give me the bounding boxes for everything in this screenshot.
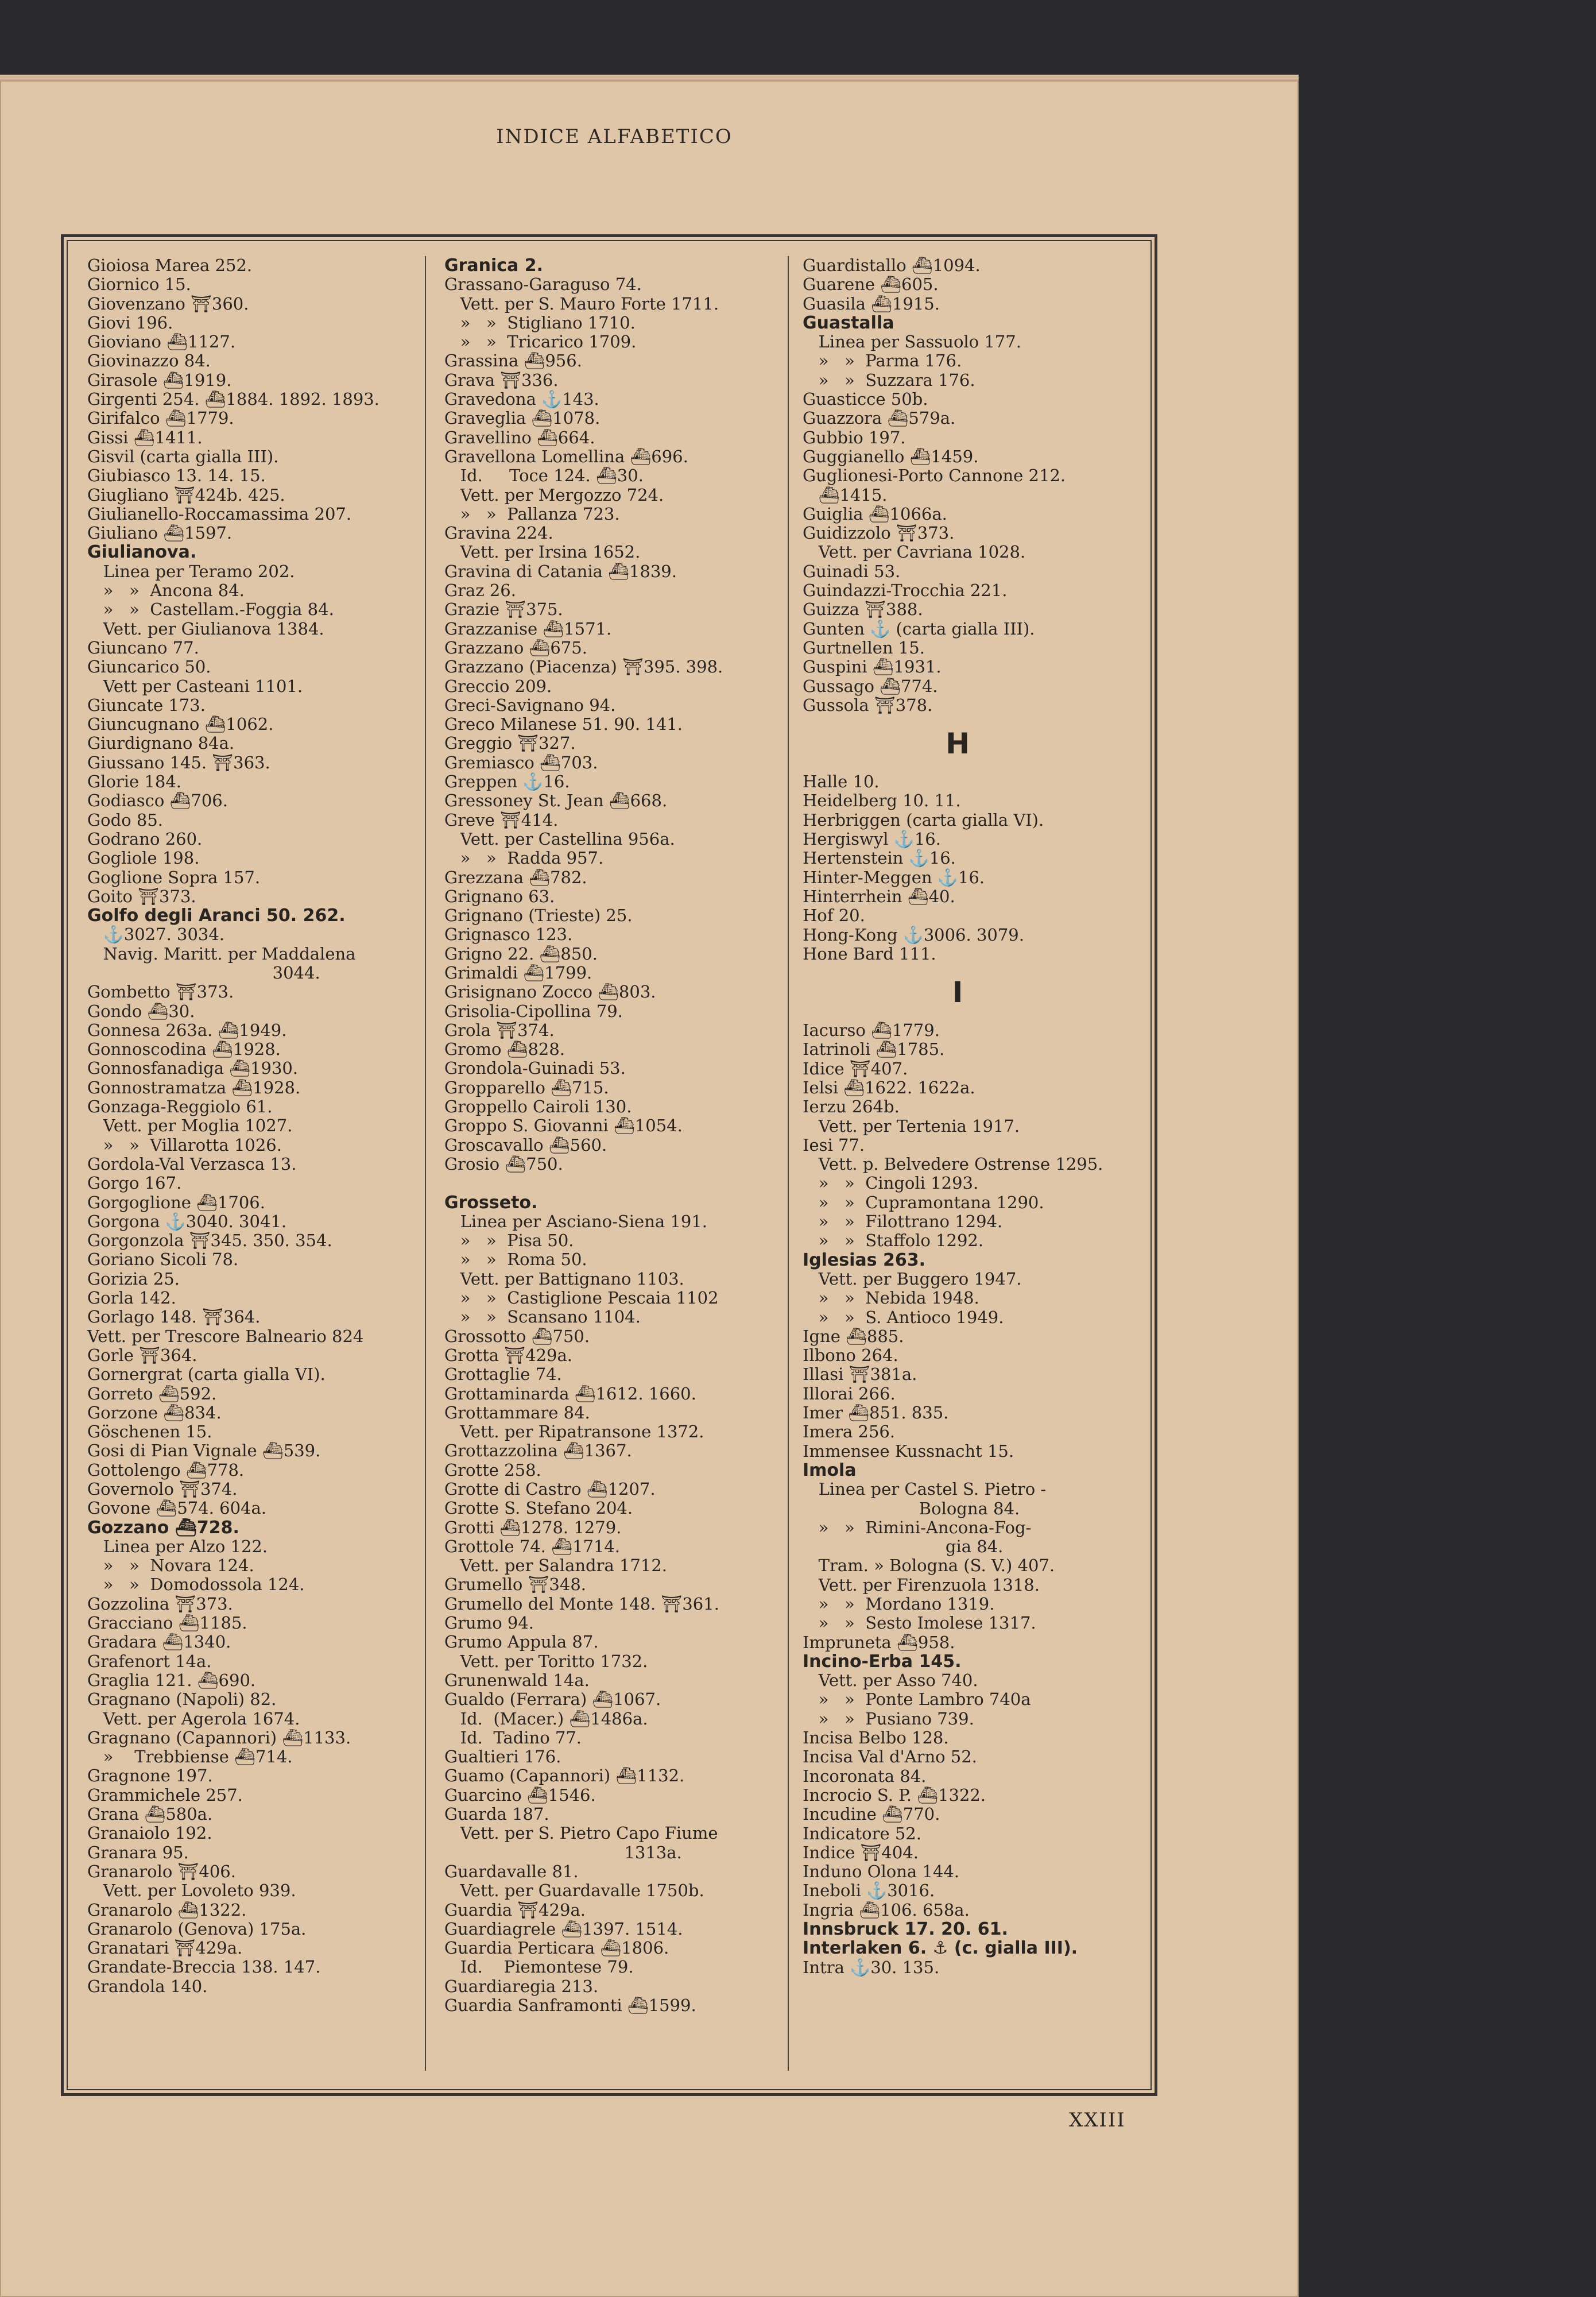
index-entry: Gracciano ⛴1185.	[87, 1613, 247, 1633]
index-entry: Gragnone 197.	[87, 1766, 213, 1786]
index-entry: Navig. Maritt. per Maddalena	[87, 943, 356, 964]
index-entry: Granarolo (Genova) 175a.	[87, 1919, 307, 1939]
index-entry: Giovenzano ⛩360.	[87, 293, 249, 314]
index-entry: Giovi 196.	[87, 312, 173, 332]
index-entry: Grotte 258.	[444, 1460, 541, 1480]
index-entry: Graglia 121. ⛴690.	[87, 1670, 256, 1690]
index-entry: Grignano (Trieste) 25.	[444, 906, 633, 926]
index-entry: Iacurso ⛴1779.	[803, 1020, 940, 1041]
index-entry: Gremiasco ⛴703.	[444, 752, 598, 772]
index-entry: Imera 256.	[803, 1422, 896, 1442]
index-entry: Greco Milanese 51. 90. 141.	[444, 714, 683, 734]
index-entry: Gorzone ⛴834.	[87, 1402, 222, 1422]
index-entry: » » Pallanza 723.	[444, 504, 620, 524]
index-entry: Girifalco ⛴1779.	[87, 408, 234, 428]
index-heading-entry: Giulianova.	[87, 542, 197, 563]
index-entry: Glorie 184.	[87, 772, 181, 792]
index-column-3	[803, 256, 1113, 1977]
index-entry: Gragnano (Capannori) ⛴1133.	[87, 1727, 351, 1747]
index-entry: Guardavalle 81.	[444, 1861, 579, 1881]
index-entry: » » Novara 124.	[87, 1556, 254, 1576]
index-entry: ⚓3027. 3034.	[87, 925, 225, 945]
index-entry: Gorgonzola ⛩345. 350. 354.	[87, 1231, 332, 1251]
index-entry: Grazie ⛩375.	[444, 600, 563, 620]
index-entry: Gioiosa Marea 252.	[87, 256, 253, 275]
index-entry: Guardiaregia 213.	[444, 1976, 599, 1996]
index-entry: Grottazzolina ⛴1367.	[444, 1441, 632, 1461]
index-entry: Incoronata 84.	[803, 1766, 927, 1786]
index-entry: Grottammare 84.	[444, 1402, 590, 1422]
index-entry: Grotta ⛩429a.	[444, 1345, 572, 1365]
index-entry: Iesi 77.	[803, 1135, 865, 1155]
index-entry: » » Staffolo 1292.	[803, 1231, 984, 1251]
index-entry: Gonnesa 263a. ⛴1949.	[87, 1020, 287, 1040]
index-entry: Guardia Perticara ⛴1806.	[444, 1938, 669, 1958]
index-entry: Giulianello-Roccamassima 207.	[87, 504, 352, 524]
index-entry: Goito ⛩373.	[87, 886, 196, 906]
index-entry: Grava ⛩336.	[444, 370, 559, 390]
index-entry: Id. Piemontese 79.	[444, 1957, 634, 1977]
index-entry: Incrocio S. P. ⛴1322.	[803, 1785, 986, 1805]
index-heading-entry: Interlaken 6. ⚓ (c. gialla III).	[803, 1938, 1078, 1959]
index-entry: Immensee Kussnacht 15.	[803, 1441, 1014, 1461]
index-entry: Incudine ⛴770.	[803, 1804, 940, 1824]
index-entry: Grotte di Castro ⛴1207.	[444, 1479, 656, 1499]
index-heading-entry: Granica 2.	[444, 256, 544, 276]
index-entry: Vett. per Castellina 956a.	[444, 829, 675, 849]
index-entry: Gorreto ⛴592.	[87, 1383, 217, 1403]
index-entry: » » Pusiano 739.	[803, 1708, 974, 1728]
index-entry: Groscavallo ⛴560.	[444, 1135, 607, 1155]
index-entry: Ierzu 264b.	[803, 1097, 900, 1117]
index-entry: Grammichele 257.	[87, 1785, 243, 1805]
index-entry: Incisa Belbo 128.	[803, 1728, 949, 1748]
index-entry: Gradara ⛴1340.	[87, 1632, 231, 1652]
index-entry: Gravedona ⚓143.	[444, 389, 599, 409]
index-entry: Grimaldi ⛴1799.	[444, 962, 592, 983]
index-entry: Gissi ⛴1411.	[87, 427, 203, 447]
index-entry: Greggio ⛩327.	[444, 733, 576, 753]
index-entry: Guasila ⛴1915.	[803, 293, 940, 314]
index-entry: Gordola-Val Verzasca 13.	[87, 1154, 297, 1174]
index-entry: Ielsi ⛴1622. 1622a.	[803, 1077, 975, 1097]
index-entry: Grunenwald 14a.	[444, 1670, 590, 1690]
index-entry: Grisolia-Cipollina 79.	[444, 1001, 623, 1021]
index-entry: » » Nebida 1948.	[803, 1288, 979, 1308]
index-entry: Gressoney St. Jean ⛴668.	[444, 791, 668, 811]
index-entry: Vett. per Agerola 1674.	[87, 1708, 300, 1728]
index-entry: Greci-Savignano 94.	[444, 695, 616, 715]
index-entry: Guinadi 53.	[803, 561, 901, 581]
index-entry: Grafenort 14a.	[87, 1651, 212, 1671]
index-entry: Godo 85.	[87, 810, 163, 830]
index-entry: Iatrinoli ⛴1785.	[803, 1039, 945, 1059]
index-entry: Granaiolo 192.	[87, 1823, 212, 1843]
index-entry: Vett. per Moglia 1027.	[87, 1116, 293, 1136]
index-entry: Grezzana ⛴782.	[444, 867, 587, 887]
index-entry: Gonnosfanadiga ⛴1930.	[87, 1058, 299, 1078]
index-entry: Halle 10.	[803, 772, 880, 792]
index-entry: Gonnostramatza ⛴1928.	[87, 1077, 301, 1097]
index-entry: Gorle ⛩364.	[87, 1345, 197, 1365]
index-entry: Vett. p. Belvedere Ostrense 1295.	[803, 1154, 1103, 1174]
index-entry: Guarene ⛴605.	[803, 274, 939, 295]
index-entry: Hergiswyl ⚓16.	[803, 829, 941, 849]
index-entry: Vett. per Toritto 1732.	[444, 1651, 648, 1671]
index-entry: » » Ancona 84.	[87, 581, 245, 601]
index-entry: Guardiagrele ⛴1397. 1514.	[444, 1919, 683, 1939]
index-entry: Vett. per Giulianova 1384.	[87, 618, 324, 639]
index-entry: Grazzano ⛴675.	[444, 637, 587, 658]
index-entry: » » Parma 176.	[803, 351, 962, 371]
index-entry: Grassano-Garaguso 74.	[444, 274, 642, 295]
index-entry: Grassina ⛴956.	[444, 351, 582, 371]
letter-heading: I	[952, 976, 963, 1010]
index-entry: Id. (Macer.) ⛴1486a.	[444, 1708, 648, 1728]
index-entry: Granara 95.	[87, 1842, 189, 1862]
index-entry: Guggianello ⛴1459.	[803, 446, 979, 466]
index-entry: Giuncugnano ⛴1062.	[87, 714, 274, 734]
index-entry: Linea per Castel S. Pietro -	[803, 1479, 1047, 1499]
index-entry: Giuncano 77.	[87, 637, 199, 658]
index-entry	[444, 1174, 723, 1193]
index-entry: Grumo 94.	[444, 1613, 534, 1633]
index-entry: Giuncarico 50.	[87, 657, 211, 677]
index-entry: Giuncate 173.	[87, 695, 206, 715]
index-entry: Godrano 260.	[87, 829, 203, 849]
index-entry: Grola ⛩374.	[444, 1020, 555, 1040]
index-entry: Giubiasco 13. 14. 15.	[87, 466, 266, 486]
index-entry: Illasi ⛩381a.	[803, 1364, 917, 1385]
index-entry: Guarcino ⛴1546.	[444, 1785, 596, 1805]
index-entry: Indicatore 52.	[803, 1823, 921, 1843]
index-entry: Gunten ⚓ (carta gialla III).	[803, 618, 1035, 639]
index-entry: Hinter-Meggen ⚓16.	[803, 867, 985, 887]
index-entry: Graveglia ⛴1078.	[444, 408, 601, 428]
index-entry: » » Filottrano 1294.	[803, 1212, 1003, 1232]
index-entry: Govone ⛴574. 604a.	[87, 1498, 266, 1518]
index-entry: » » Sesto Imolese 1317.	[803, 1613, 1036, 1633]
index-entry: » » Cingoli 1293.	[803, 1173, 979, 1193]
index-entry: Gussago ⛴774.	[803, 676, 938, 696]
index-entry: Vett. per Buggero 1947.	[803, 1269, 1022, 1289]
index-entry: Gonzaga-Reggiolo 61.	[87, 1097, 273, 1117]
index-entry: » » Radda 957.	[444, 848, 604, 868]
index-entry: Guarda 187.	[444, 1804, 549, 1824]
index-entry: Gravellino ⛴664.	[444, 427, 595, 447]
index-entry: Ingria ⛴106. 658a.	[803, 1900, 970, 1920]
index-entry: Grottole 74. ⛴1714.	[444, 1536, 621, 1556]
index-entry: Gogliole 198.	[87, 848, 200, 868]
index-entry: 1313a.	[444, 1842, 682, 1862]
index-entry: Vett. per Salandra 1712.	[444, 1556, 668, 1576]
index-entry: Giussano 145. ⛩363.	[87, 752, 270, 772]
index-entry: Igne ⛴885.	[803, 1326, 904, 1346]
index-entry: Bologna 84.	[803, 1498, 1020, 1518]
index-entry: Hof 20.	[803, 906, 865, 926]
index-entry: Vett. per Ripatransone 1372.	[444, 1422, 704, 1442]
index-entry: Gozzolina ⛩373.	[87, 1594, 233, 1614]
index-entry: Hone Bard 111.	[803, 943, 936, 964]
index-entry: Vett. per Battignano 1103.	[444, 1269, 684, 1289]
index-entry: Göschenen 15.	[87, 1422, 212, 1442]
index-entry: Induno Olona 144.	[803, 1862, 959, 1882]
index-entry: Vett. per Mergozzo 724.	[444, 485, 664, 505]
index-entry: Girasole ⛴1919.	[87, 370, 232, 390]
index-entry: » » Suzzara 176.	[803, 370, 975, 390]
index-heading-entry: Golfo degli Aranci 50. 262.	[87, 906, 346, 926]
page-number: XXIII	[1069, 2109, 1126, 2132]
index-entry: Giugliano ⛩424b. 425.	[87, 485, 285, 505]
index-entry: Ilbono 264.	[803, 1345, 898, 1366]
index-entry: Grottaglie 74.	[444, 1364, 562, 1385]
index-entry: Guardistallo ⛴1094.	[803, 256, 981, 275]
index-entry: Granatari ⛩429a.	[87, 1938, 243, 1958]
index-entry: Godiasco ⛴706.	[87, 791, 228, 811]
index-entry: Grisignano Zocco ⛴803.	[444, 982, 656, 1002]
index-entry: Gondo ⛴30.	[87, 1001, 195, 1021]
index-entry: Guazzora ⛴579a.	[803, 408, 956, 428]
index-entry: » » Rimini-Ancona-Fog-	[803, 1517, 1032, 1537]
index-entry: Gravina 224.	[444, 523, 553, 543]
index-entry: Grandola 140.	[87, 1976, 208, 1996]
index-column-2	[444, 256, 723, 2015]
index-entry: Gravina di Catania ⛴1839.	[444, 561, 677, 581]
index-entry: Guidizzolo ⛩373.	[803, 523, 955, 543]
index-entry: Vett. per Cavriana 1028.	[803, 542, 1026, 562]
index-entry: Gurtnellen 15.	[803, 637, 925, 658]
index-entry: » » Tricarico 1709.	[444, 332, 637, 352]
index-entry: Guiglia ⛴1066a.	[803, 504, 947, 524]
index-entry: Gorgo 167.	[87, 1173, 182, 1193]
index-entry: Hong-Kong ⚓3006. 3079.	[803, 925, 1024, 945]
index-entry: Greve ⛩414.	[444, 810, 559, 830]
index-entry: Guizza ⛩388.	[803, 600, 923, 620]
index-entry: Governolo ⛩374.	[87, 1479, 238, 1499]
index-entry: Guardia ⛩429a.	[444, 1900, 586, 1920]
index-entry: » » Castellam.-Foggia 84.	[87, 600, 334, 620]
index-entry: Gropparello ⛴715.	[444, 1077, 609, 1097]
index-heading-entry: Guastalla	[803, 312, 894, 333]
index-entry: Tram. » Bologna (S. V.) 407.	[803, 1556, 1055, 1576]
index-entry: Illorai 266.	[803, 1383, 896, 1403]
index-entry: Gorgoglione ⛴1706.	[87, 1192, 265, 1212]
index-entry: Indice ⛩404.	[803, 1842, 919, 1862]
index-entry: Ineboli ⚓3016.	[803, 1881, 935, 1901]
index-entry: Grandate-Breccia 138. 147.	[87, 1957, 321, 1977]
index-entry: Gualdo (Ferrara) ⛴1067.	[444, 1689, 661, 1710]
index-entry: Vett. per Lovoleto 939.	[87, 1881, 296, 1901]
index-entry: Heidelberg 10. 11.	[803, 791, 961, 811]
index-entry: Graz 26.	[444, 581, 516, 601]
index-entry: Guasticce 50b.	[803, 389, 928, 409]
index-entry: Guglionesi-Porto Cannone 212.	[803, 466, 1066, 486]
index-entry: Grotti ⛴1278. 1279.	[444, 1517, 622, 1537]
index-column-1	[87, 256, 379, 1996]
index-entry: Gubbio 197.	[803, 427, 906, 447]
index-heading-entry: Incino-Erba 145.	[803, 1651, 962, 1672]
index-entry: » » Domodossola 124.	[87, 1575, 305, 1595]
index-entry: Giurdignano 84a.	[87, 733, 235, 753]
index-entry: Grosio ⛴750.	[444, 1154, 563, 1174]
index-entry: Giuliano ⛴1597.	[87, 523, 233, 543]
index-entry: Hinterrhein ⛴40.	[803, 886, 955, 906]
index-entry: Guamo (Capannori) ⛴1132.	[444, 1766, 685, 1786]
index-entry: Greccio 209.	[444, 676, 552, 696]
index-entry: » » Pisa 50.	[444, 1231, 574, 1251]
index-entry: Id. Toce 124. ⛴30.	[444, 466, 644, 486]
index-entry: Vett. per Trescore Balneario 824	[87, 1326, 364, 1346]
index-entry: Giornico 15.	[87, 274, 191, 295]
index-entry: Groppo S. Giovanni ⛴1054.	[444, 1116, 683, 1136]
index-heading-entry: Iglesias 263.	[803, 1250, 925, 1270]
index-entry: gia 84.	[803, 1537, 1004, 1557]
index-entry: » » S. Antioco 1949.	[803, 1307, 1004, 1327]
index-entry: » » Stigliano 1710.	[444, 312, 636, 332]
index-entry: Vett. per Guardavalle 1750b.	[444, 1881, 704, 1901]
page-title: INDICE ALFABETICO	[496, 125, 733, 148]
index-entry: 3044.	[87, 962, 320, 983]
index-entry: Gragnano (Napoli) 82.	[87, 1689, 277, 1710]
index-entry: Gosi di Pian Vignale ⛴539.	[87, 1441, 321, 1461]
index-entry: Giovinazzo 84.	[87, 351, 211, 371]
index-entry: Guspini ⛴1931.	[803, 657, 942, 677]
index-entry: Id. Tadino 77.	[444, 1727, 582, 1747]
index-entry: Vett. per Firenzuola 1318.	[803, 1575, 1040, 1595]
index-entry: Vett. per Asso 740.	[803, 1670, 978, 1691]
index-entry: Gorla 142.	[87, 1288, 176, 1308]
index-entry: Vett. per S. Mauro Forte 1711.	[444, 293, 719, 314]
index-entry: Grignasco 123.	[444, 925, 573, 945]
index-entry: Gonnoscodina ⛴1928.	[87, 1039, 281, 1059]
index-entry: » » Villarotta 1026.	[87, 1135, 282, 1155]
index-entry: » » Mordano 1319.	[803, 1594, 995, 1614]
index-entry: » » Scansano 1104.	[444, 1307, 641, 1327]
index-entry: Goriano Sicoli 78.	[87, 1250, 239, 1270]
index-entry: Vett. per S. Pietro Capo Fiume	[444, 1823, 718, 1843]
letter-heading: H	[946, 727, 970, 761]
index-entry: » Trebbiense ⛴714.	[87, 1747, 293, 1767]
index-entry: » » Roma 50.	[444, 1250, 587, 1270]
index-entry: Grotte S. Stefano 204.	[444, 1498, 633, 1518]
index-entry: Gombetto ⛩373.	[87, 982, 234, 1002]
index-entry: » » Ponte Lambro 740a	[803, 1689, 1031, 1710]
index-entry: Herbriggen (carta gialla VI).	[803, 810, 1044, 830]
index-entry: Guardia Sanframonti ⛴1599.	[444, 1996, 696, 2016]
index-entry: Grumello del Monte 148. ⛩361.	[444, 1594, 719, 1614]
index-entry: » » Cupramontana 1290.	[803, 1192, 1044, 1212]
index-heading-entry: Imola	[803, 1460, 857, 1480]
index-heading-entry: Grosseto.	[444, 1192, 538, 1213]
index-entry: » » Castiglione Pescaia 1102	[444, 1288, 719, 1308]
index-entry: Grigno 22. ⛴850.	[444, 943, 598, 964]
index-entry: Gorizia 25.	[87, 1269, 180, 1289]
index-entry: Guindazzi-Trocchia 221.	[803, 581, 1008, 601]
index-entry: Vett. per Irsina 1652.	[444, 542, 641, 562]
index-entry: Grossotto ⛴750.	[444, 1326, 590, 1346]
column-divider	[425, 256, 426, 2071]
index-entry: Granarolo ⛴1322.	[87, 1900, 247, 1920]
index-entry: Grignano 63.	[444, 886, 555, 906]
index-entry: Imer ⛴851. 835.	[803, 1403, 949, 1423]
index-entry: Linea per Teramo 202.	[87, 561, 295, 581]
index-entry: Gioviano ⛴1127.	[87, 332, 236, 352]
index-entry: Incisa Val d'Arno 52.	[803, 1747, 977, 1767]
index-entry: Groppello Cairoli 130.	[444, 1097, 632, 1117]
column-divider	[788, 256, 789, 2071]
index-entry: Linea per Sassuolo 177.	[803, 332, 1021, 352]
index-entry: Impruneta ⛴958.	[803, 1632, 955, 1652]
index-entry: Hertenstein ⚓16.	[803, 848, 956, 868]
index-entry: Grumello ⛩348.	[444, 1575, 586, 1595]
index-entry: Gussola ⛩378.	[803, 695, 933, 715]
index-entry: Grottaminarda ⛴1612. 1660.	[444, 1383, 696, 1403]
index-entry: ⛴1415.	[803, 485, 888, 505]
index-entry: Vett. per Tertenia 1917.	[803, 1116, 1020, 1136]
index-entry: Linea per Alzo 122.	[87, 1536, 268, 1556]
index-entry: Vett per Casteani 1101.	[87, 676, 303, 696]
index-entry: Gromo ⛴828.	[444, 1039, 565, 1059]
index-heading-entry: Gozzano ⛴728.	[87, 1517, 239, 1538]
index-entry: Gorgona ⚓3040. 3041.	[87, 1211, 287, 1231]
index-entry: Gornergrat (carta gialla VI).	[87, 1364, 326, 1385]
index-entry: Gualtieri 176.	[444, 1747, 561, 1767]
index-entry: Grana ⛴580a.	[87, 1804, 213, 1824]
index-entry: Grondola-Guinadi 53.	[444, 1058, 626, 1078]
index-heading-entry: Innsbruck 17. 20. 61.	[803, 1919, 1008, 1940]
index-entry: Idice ⛩407.	[803, 1058, 908, 1078]
index-entry: Granarolo ⛩406.	[87, 1861, 236, 1881]
index-entry: Linea per Asciano-Siena 191.	[444, 1211, 707, 1231]
index-entry: Grazzanise ⛴1571.	[444, 618, 612, 639]
index-entry: Gottolengo ⛴778.	[87, 1460, 245, 1480]
index-entry: Gravellona Lomellina ⛴696.	[444, 446, 688, 466]
index-entry: Grazzano (Piacenza) ⛩395. 398.	[444, 657, 723, 677]
index-entry: Grumo Appula 87.	[444, 1632, 599, 1652]
index-entry: Gorlago 148. ⛩364.	[87, 1307, 261, 1327]
index-entry: Goglione Sopra 157.	[87, 867, 261, 887]
index-entry: Intra ⚓30. 135.	[803, 1957, 940, 1977]
index-entry: Gisvil (carta gialla III).	[87, 446, 279, 466]
index-entry: Girgenti 254. ⛴1884. 1892. 1893.	[87, 389, 379, 409]
index-entry: Greppen ⚓16.	[444, 772, 570, 792]
